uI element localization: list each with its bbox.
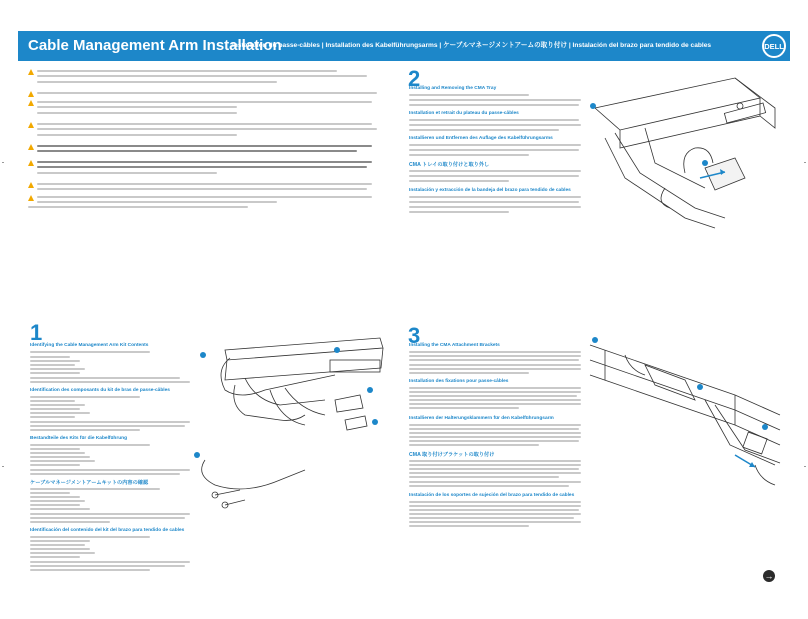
section-heading-fr: Installation et retrait du plateau du passe-câbles: [409, 111, 519, 116]
section-heading-es: Instalación y extracción de la bandeja del brazo para tendido de cables: [409, 188, 571, 193]
warning-triangle-icon: [28, 69, 34, 75]
section-heading-de: Installieren der Halterungsklammern für den Kabelführungsarm: [409, 416, 554, 421]
step-number-3: 3: [408, 323, 421, 348]
warning-triangle-icon: [28, 91, 34, 97]
section-heading-de: Installieren und Entfernen des Auflage des Kabelführungsarms: [409, 136, 553, 141]
page-title: Cable Management Arm Installation: [28, 37, 282, 54]
step-number-1: 1: [30, 320, 43, 345]
cma-tray-illustration: [585, 68, 785, 248]
section-heading-jp: CMA トレイの取り付けと取り外し: [409, 162, 490, 168]
page-edge-mark: [2, 466, 4, 467]
section-heading-jp: ケーブルマネージメントアームキットの内容の確認: [30, 480, 149, 486]
section-heading-jp: CMA 取り付けブラケットの取り付け: [409, 452, 495, 458]
dell-logo: DELL: [762, 34, 786, 58]
step-number-2: 2: [408, 66, 421, 91]
warning-triangle-icon: [28, 195, 34, 201]
header-banner: [18, 31, 790, 61]
warning-triangle-icon: [28, 182, 34, 188]
page-subtitle: Installation du passe-câbles | Installation des Kabelführungsarms | ケーブルマネージメントアームの取り付け | Instalación del brazo para tendido de cables: [232, 42, 712, 49]
page-edge-mark: [804, 162, 806, 163]
section-heading: Installing and Removing the CMA Tray: [409, 86, 497, 91]
page-edge-mark: [2, 162, 4, 163]
warning-triangle-icon: [28, 100, 34, 106]
section-heading: Installing the CMA Attachment Brackets: [409, 343, 500, 348]
section-heading: Identifying the Cable Management Arm Kit Contents: [30, 343, 149, 348]
section-heading-fr: Identification des composants du kit de bras de passe-câbles: [30, 388, 170, 393]
arrow-right-icon[interactable]: →: [764, 571, 774, 581]
page-edge-mark: [804, 466, 806, 467]
section-heading-es: Instalación de los soportes de sujeción del brazo para tendido de cables: [409, 493, 575, 498]
warning-triangle-icon: [28, 122, 34, 128]
section-heading-de: Bestandteile des Kits für die Kabelführung: [30, 436, 128, 441]
warning-triangle-icon: [28, 160, 34, 166]
kit-contents-illustration: [185, 330, 390, 530]
warning-triangle-icon: [28, 144, 34, 150]
cma-brackets-illustration: [585, 325, 785, 500]
section-heading-fr: Installation des fixations pour passe-câbles: [409, 379, 509, 384]
section-heading-es: Identificación del contenido del kit del brazo para tendido de cables: [30, 528, 185, 533]
